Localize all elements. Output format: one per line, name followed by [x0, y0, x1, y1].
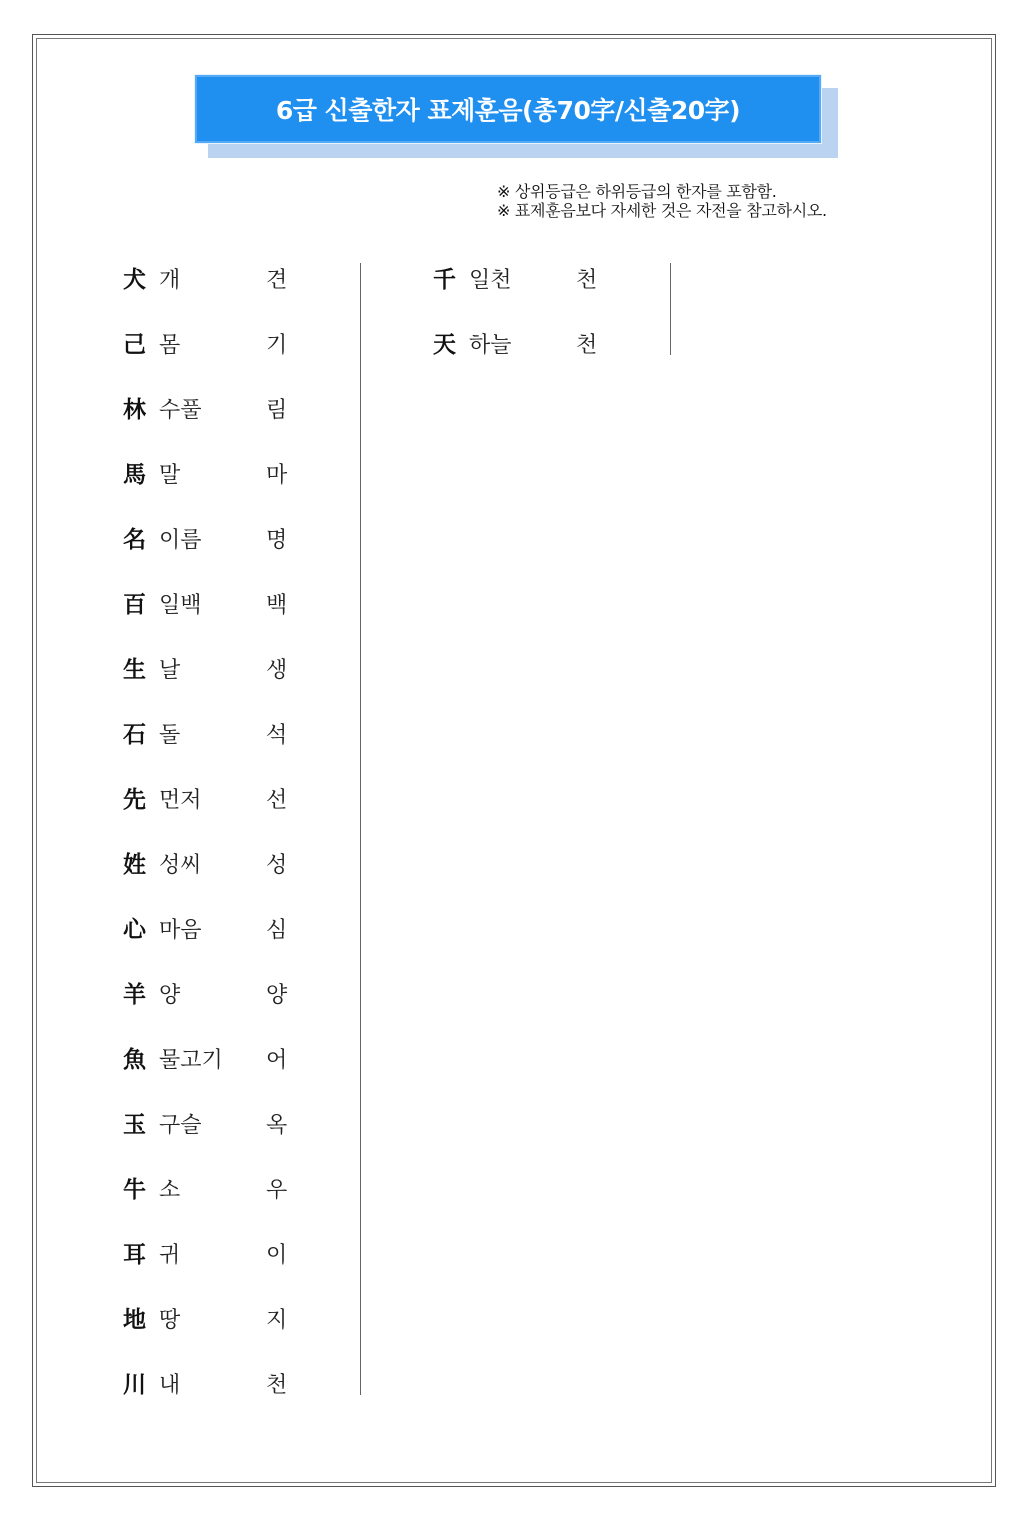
hanja-character: 名 — [123, 526, 146, 553]
hanja-character: 姓 — [123, 851, 146, 878]
hanja-meaning: 일백 — [159, 593, 202, 618]
hanja-character: 石 — [123, 721, 146, 748]
hanja-entry — [123, 895, 323, 960]
hanja-meaning: 구슬 — [159, 1113, 202, 1138]
hanja-meaning: 하늘 — [469, 333, 512, 358]
hanja-entry — [433, 310, 633, 375]
hanja-sound: 성 — [266, 853, 288, 878]
hanja-sound: 선 — [266, 788, 288, 813]
hanja-character: 百 — [123, 591, 146, 618]
hanja-character: 生 — [123, 656, 146, 683]
hanja-meaning: 말 — [159, 463, 181, 488]
hanja-character: 耳 — [123, 1241, 146, 1268]
hanja-sound: 림 — [266, 398, 288, 423]
note-line: ※ 상위등급은 하위등급의 한자를 포함함. — [497, 182, 777, 201]
hanja-sound: 옥 — [266, 1113, 288, 1138]
hanja-entry — [123, 505, 323, 570]
hanja-meaning: 물고기 — [159, 1048, 223, 1073]
hanja-meaning: 소 — [159, 1178, 181, 1203]
hanja-sound: 천 — [576, 333, 598, 358]
hanja-sound: 기 — [266, 333, 288, 358]
hanja-entry — [123, 375, 323, 440]
hanja-entry — [123, 245, 323, 310]
hanja-sound: 명 — [266, 528, 288, 553]
hanja-sound: 심 — [266, 918, 288, 943]
column-divider — [360, 263, 361, 1395]
hanja-column-2 — [433, 245, 633, 375]
hanja-character: 魚 — [123, 1046, 146, 1073]
hanja-character: 牛 — [123, 1176, 146, 1203]
hanja-character: 心 — [123, 916, 146, 943]
hanja-sound: 우 — [266, 1178, 288, 1203]
hanja-meaning: 귀 — [159, 1243, 181, 1268]
column-divider — [670, 263, 671, 355]
hanja-sound: 견 — [266, 268, 288, 293]
hanja-meaning: 날 — [159, 658, 181, 683]
hanja-entry — [123, 1220, 323, 1285]
hanja-meaning: 마음 — [159, 918, 202, 943]
hanja-character: 川 — [123, 1371, 146, 1398]
page-title: 6급 신출한자 표제훈음(총70字/신출20字) — [275, 96, 741, 125]
hanja-meaning: 양 — [159, 983, 181, 1008]
hanja-entry — [123, 830, 323, 895]
hanja-sound: 백 — [266, 593, 288, 618]
hanja-meaning: 내 — [159, 1373, 181, 1398]
hanja-entry — [123, 700, 323, 765]
hanja-meaning: 땅 — [159, 1308, 181, 1333]
title-banner — [194, 74, 822, 144]
hanja-sound: 어 — [266, 1048, 288, 1073]
hanja-meaning: 이름 — [159, 528, 202, 553]
hanja-meaning: 일천 — [469, 268, 512, 293]
hanja-character: 林 — [123, 396, 146, 423]
hanja-character: 千 — [433, 266, 456, 293]
hanja-character: 天 — [433, 331, 456, 358]
notes — [497, 182, 917, 220]
hanja-entry — [123, 1025, 323, 1090]
hanja-character: 己 — [123, 331, 146, 358]
hanja-meaning: 수풀 — [159, 398, 202, 423]
hanja-entry — [123, 635, 323, 700]
hanja-meaning: 먼저 — [159, 788, 202, 813]
hanja-meaning: 개 — [159, 268, 181, 293]
hanja-meaning: 돌 — [159, 723, 181, 748]
hanja-character: 玉 — [123, 1111, 146, 1138]
hanja-character: 羊 — [123, 981, 146, 1008]
hanja-character: 地 — [123, 1306, 146, 1333]
hanja-column-1 — [123, 245, 323, 1415]
hanja-entry — [123, 570, 323, 635]
hanja-meaning: 성씨 — [159, 853, 202, 878]
hanja-entry — [123, 440, 323, 505]
hanja-sound: 천 — [266, 1373, 288, 1398]
hanja-entry — [433, 245, 633, 310]
hanja-entry — [123, 1090, 323, 1155]
hanja-sound: 양 — [266, 983, 288, 1008]
hanja-sound: 마 — [266, 463, 288, 488]
hanja-sound: 이 — [266, 1243, 288, 1268]
hanja-character: 先 — [123, 786, 146, 813]
hanja-entry — [123, 765, 323, 830]
note-line: ※ 표제훈음보다 자세한 것은 자전을 참고하시오. — [497, 201, 827, 220]
hanja-character: 犬 — [123, 266, 146, 293]
hanja-sound: 지 — [266, 1308, 288, 1333]
hanja-sound: 석 — [266, 723, 288, 748]
hanja-meaning: 몸 — [159, 333, 181, 358]
hanja-sound: 생 — [266, 658, 288, 683]
hanja-character: 馬 — [123, 461, 146, 488]
hanja-entry — [123, 1285, 323, 1350]
hanja-entry — [123, 1155, 323, 1220]
hanja-entry — [123, 310, 323, 375]
hanja-entry — [123, 960, 323, 1025]
hanja-sound: 천 — [576, 268, 598, 293]
hanja-entry — [123, 1350, 323, 1415]
